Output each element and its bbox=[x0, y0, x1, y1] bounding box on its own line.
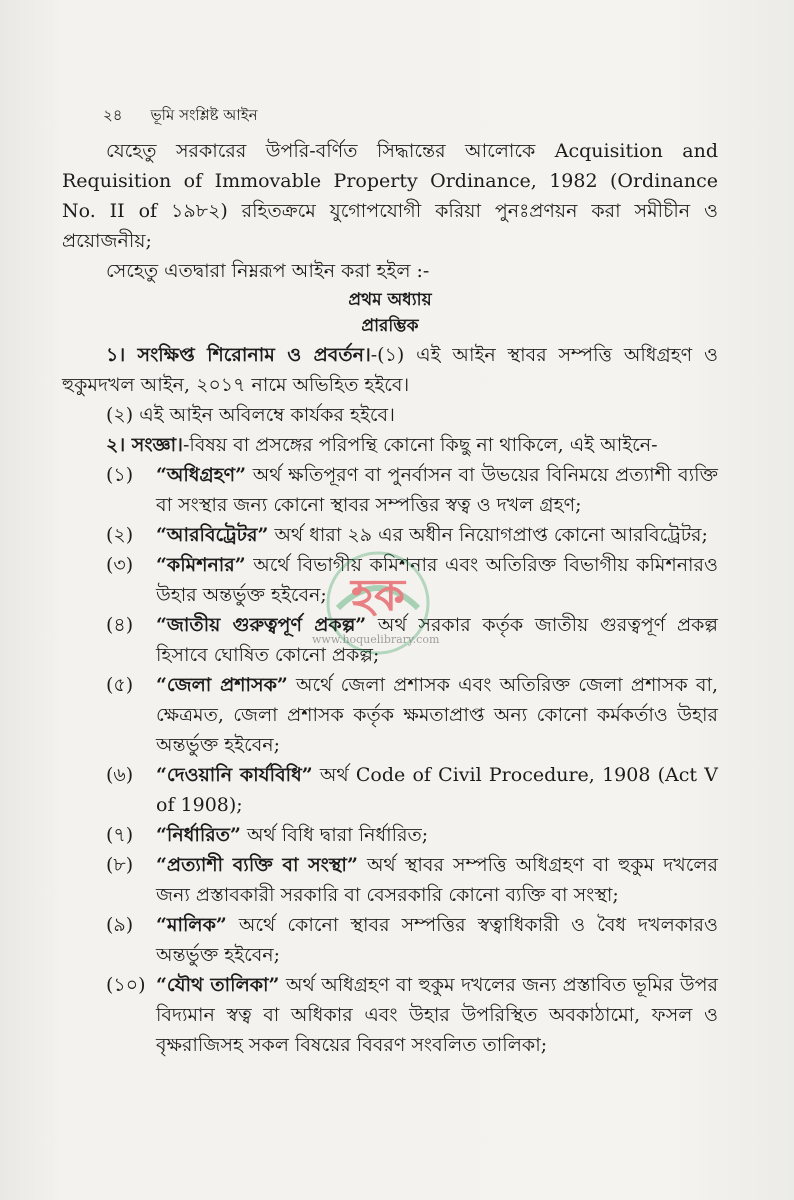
definition-body bbox=[156, 910, 718, 970]
definition-text: অর্থে জেলা প্রশাসক এবং অতিরিক্ত জেলা প্রশাসক বা, ক্ষেত্রমত, জেলা প্রশাসক কর্তৃক ক্ষমতাপ্রাপ্ত অন্য কোনো কর্মকর্তাও উহার অন্তর্ভুক্ত হইবেন; bbox=[156, 674, 718, 756]
definition-body bbox=[156, 460, 718, 520]
definition-term: “অধিগ্রহণ” bbox=[156, 464, 247, 486]
definition-item bbox=[62, 850, 718, 910]
definition-body bbox=[156, 760, 718, 820]
watermark-logo-text: হক bbox=[351, 570, 405, 621]
definition-body bbox=[156, 850, 718, 910]
definition-text: অর্থ ধারা ২৯ এর অধীন নিয়োগপ্রাপ্ত কোনো আরবিট্রেটর; bbox=[268, 524, 708, 546]
definition-text: অর্থ ক্ষতিপূরণ বা পুনর্বাসন বা উভয়ের বিনিময়ে প্রত্যাশী ব্যক্তি বা সংস্থার জন্য কোনো স্থাবর সম্পত্তির স্বত্ব ও দখল গ্রহণ; bbox=[156, 464, 718, 516]
definition-text: অর্থ স্থাবর সম্পত্তি অধিগ্রহণ বা হুকুম দখলের জন্য প্রস্তাবকারী সরকারি বা বেসরকারি কোনো ব্যক্তি বা সংস্থা; bbox=[156, 854, 718, 906]
definition-number: (২) bbox=[106, 524, 134, 546]
definition-item bbox=[62, 520, 718, 550]
definition-item bbox=[62, 910, 718, 970]
definition-term: “জেলা প্রশাসক” bbox=[156, 674, 288, 696]
definition-term: “যৌথ তালিকা” bbox=[156, 974, 280, 996]
definition-term: “নির্ধারিত” bbox=[156, 824, 241, 846]
watermark-caption: www.hoquelibrary.com bbox=[312, 633, 440, 646]
chapter-title: প্রথম অধ্যায় bbox=[348, 290, 432, 310]
definition-number: (৫) bbox=[106, 674, 134, 696]
definition-body bbox=[156, 820, 718, 850]
section-1-text: -(১) এই আইন স্থাবর সম্পত্তি অধিগ্রহণ ও হুকুমদখল আইন, ২০১৭ নামে অভিহিত হইবে। bbox=[62, 344, 718, 396]
definition-number: (১) bbox=[106, 464, 134, 486]
definition-body bbox=[156, 670, 718, 760]
section-2 bbox=[62, 430, 718, 460]
definition-number: (৩) bbox=[106, 554, 134, 576]
definition-number: (১০) bbox=[106, 974, 146, 996]
definition-term: “প্রত্যাশী ব্যক্তি বা সংস্থা” bbox=[156, 854, 358, 876]
definition-number: (৭) bbox=[106, 824, 134, 846]
definition-text: অর্থ অধিগ্রহণ বা হুকুম দখলের জন্য প্রস্তাবিত ভূমির উপর বিদ্যমান স্বত্ব বা অধিকার এবং উহার উপরিস্থিত অবকাঠামো, ফসল ও বৃক্ষরাজিসহ সকল বিষয়ের বিবরণ সংবলিত তালিকা; bbox=[156, 974, 718, 1056]
section-1 bbox=[62, 340, 718, 400]
definition-text: অর্থে বিভাগীয় কমিশনার এবং অতিরিক্ত বিভাগীয় কমিশনারও উহার অন্তর্ভুক্ত হইবেন; bbox=[156, 554, 718, 606]
page-header bbox=[103, 104, 258, 129]
page-number: ২৪ bbox=[103, 106, 123, 124]
section-1-heading: ১। সংক্ষিপ্ত শিরোনাম ও প্রবর্তন। bbox=[106, 344, 371, 366]
definition-text: অর্থ বিধি দ্বারা নির্ধারিত; bbox=[240, 824, 429, 846]
definition-number: (৪) bbox=[106, 614, 134, 636]
definition-term: “জাতীয় গুরুত্বপূর্ণ প্রকল্প” bbox=[156, 614, 367, 636]
section-2-heading: ২। সংজ্ঞা। bbox=[106, 434, 183, 456]
definition-term: “আরবিট্রেটর” bbox=[156, 524, 269, 546]
definition-text: অর্থ Code of Civil Procedure, 1908 (Act V of 1908); bbox=[156, 764, 719, 816]
definition-text: অর্থে কোনো স্থাবর সম্পত্তির স্বত্বাধিকারী ও বৈধ দখলকারও অন্তর্ভুক্ত হইবেন; bbox=[156, 914, 718, 966]
definition-item bbox=[62, 820, 718, 850]
preamble-whereas: যেহেতু সরকারের উপরি-বর্ণিত সিদ্ধান্তের আলোকে Acquisition and Requisition of Immovable Property Ordinance, 1982 (Ordinance No. II of ১৯৮২) রহিতক্রমে যুগোপযোগী করিয়া পুনঃপ্রণয়ন করা সমীচীন ও প্রয়োজনীয়; bbox=[62, 140, 718, 252]
definition-item bbox=[62, 460, 718, 520]
definition-text: অর্থ সরকার কর্তৃক জাতীয় গুরত্বপূর্ণ প্রকল্প হিসাবে ঘোষিত কোনো প্রকল্প; bbox=[156, 614, 718, 666]
definition-term: “মালিক” bbox=[156, 914, 227, 936]
chapter-subtitle: প্রারম্ভিক bbox=[361, 316, 419, 336]
definition-number: (৮) bbox=[106, 854, 134, 876]
section-1-sub-2: (২) এই আইন অবিলম্বে কার্যকর হইবে। bbox=[106, 404, 395, 426]
definition-number: (৯) bbox=[106, 914, 134, 936]
definition-term: “দেওয়ানি কার্যবিধি” bbox=[156, 764, 313, 786]
definition-number: (৬) bbox=[106, 764, 134, 786]
definition-term: “কমিশনার” bbox=[156, 554, 246, 576]
preamble-enactment: সেহেতু এতদ্বারা নিম্নরূপ আইন করা হইল :- bbox=[106, 260, 430, 282]
running-title: ভূমি সংশ্লিষ্ট আইন bbox=[150, 106, 258, 124]
definition-body bbox=[156, 520, 718, 550]
section-2-text: -বিষয় বা প্রসঙ্গের পরিপন্থি কোনো কিছু না থাকিলে, এই আইনে- bbox=[182, 434, 658, 456]
definition-body bbox=[156, 970, 718, 1060]
definition-item bbox=[62, 670, 718, 760]
definition-item bbox=[62, 970, 718, 1060]
definition-item bbox=[62, 760, 718, 820]
